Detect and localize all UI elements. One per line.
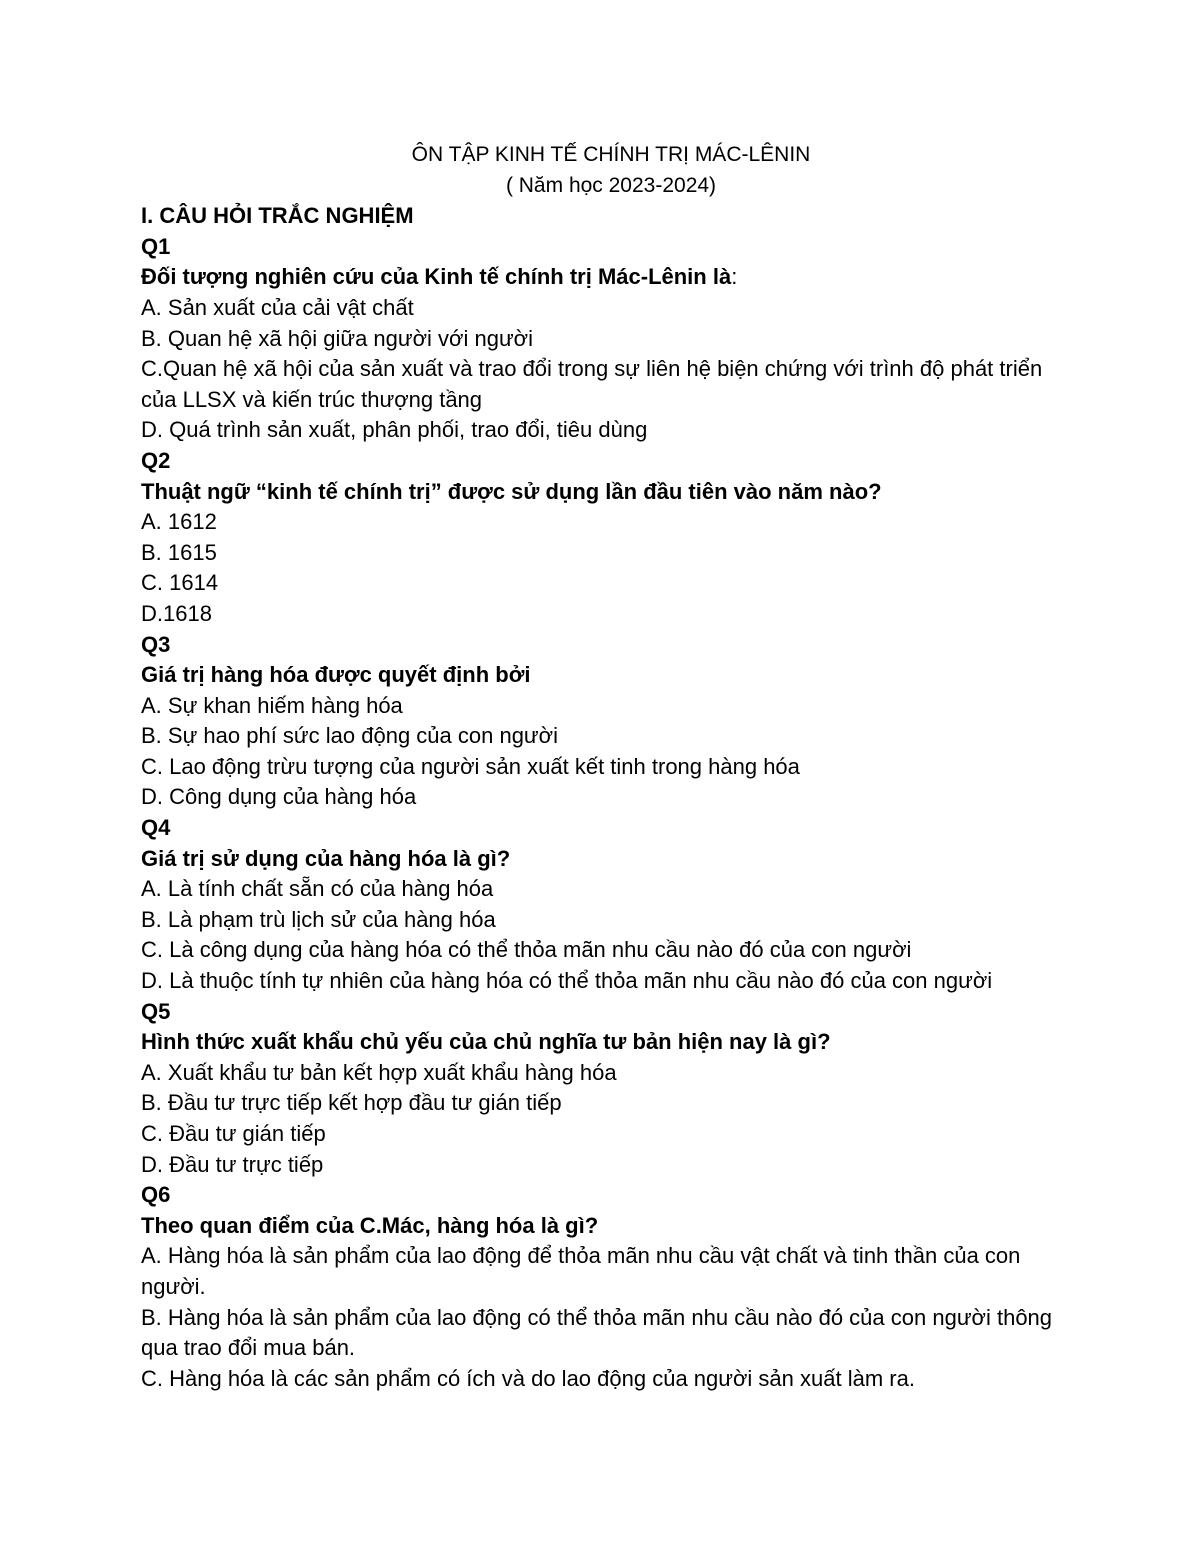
question-text: [141, 262, 1081, 293]
question-text: Giá trị sử dụng của hàng hóa là gì?: [141, 845, 511, 871]
answer-option: C. Lao động trừu tượng của người sản xuất kết tinh trong hàng hóa: [141, 753, 800, 779]
question-text: Thuật ngữ “kinh tế chính trị” được sử dụng lần đầu tiên vào năm nào?: [141, 478, 882, 504]
answer-option: D. Đầu tư trực tiếp: [141, 1151, 324, 1177]
answer-option: D. Quá trình sản xuất, phân phối, trao đổi, tiêu dùng: [141, 417, 648, 443]
answer-option: A. Là tính chất sẵn có của hàng hóa: [141, 876, 494, 902]
question-number: Q4: [141, 815, 171, 841]
answer-option: B. Sự hao phí sức lao động của con người: [141, 723, 558, 749]
answer-option: B. Là phạm trù lịch sử của hàng hóa: [141, 906, 496, 932]
answer-option: B. Quan hệ xã hội giữa người với người: [141, 325, 533, 351]
question-number: Q6: [141, 1182, 171, 1208]
document-title: ÔN TẬP KINH TẾ CHÍNH TRỊ MÁC-LÊNIN: [411, 143, 811, 166]
answer-option: B. 1615: [141, 539, 217, 565]
answer-option: D. Công dụng của hàng hóa: [141, 784, 417, 810]
document-content: [141, 140, 1081, 1394]
answer-option: A. Sự khan hiếm hàng hóa: [141, 692, 403, 718]
answer-option: C. 1614: [141, 570, 219, 596]
answer-option: C. Hàng hóa là các sản phẩm có ích và do lao động của người sản xuất làm ra.: [141, 1365, 915, 1391]
question-number: Q5: [141, 998, 171, 1024]
question-number: Q2: [141, 447, 171, 473]
answer-option: A. Xuất khẩu tư bản kết hợp xuất khẩu hàng hóa: [141, 1059, 617, 1085]
section-heading: I. CÂU HỎI TRẮC NGHIỆM: [141, 203, 414, 229]
answer-option: C. Đầu tư gián tiếp: [141, 1121, 326, 1146]
answer-option: A. Hàng hóa là sản phẩm của lao động để thỏa mãn nhu cầu vật chất và tinh thần của con người.: [141, 1243, 1021, 1299]
question-number: Q3: [141, 631, 171, 657]
question-text: Theo quan điểm của C.Mác, hàng hóa là gì?: [141, 1212, 599, 1238]
question-text-suffix: :: [731, 264, 738, 290]
answer-option: A. Sản xuất của cải vật chất: [141, 294, 414, 320]
answer-option: B. Đầu tư trực tiếp kết hợp đầu tư gián tiếp: [141, 1090, 562, 1116]
answer-option: D. Là thuộc tính tự nhiên của hàng hóa có thể thỏa mãn nhu cầu nào đó của con người: [141, 968, 993, 994]
answer-option: C.Quan hệ xã hội của sản xuất và trao đổi trong sự liên hệ biện chứng với trình độ phát triển của LLSX và kiến trúc thượng tầng: [141, 356, 1043, 412]
answer-option: A. 1612: [141, 509, 217, 535]
question-text: Hình thức xuất khẩu chủ yếu của chủ nghĩa tư bản hiện nay là gì?: [141, 1029, 831, 1055]
answer-option: D.1618: [141, 600, 212, 626]
question-text: Giá trị hàng hóa được quyết định bởi: [141, 662, 531, 688]
question-text-main: Đối tượng nghiên cứu của Kinh tế chính trị Mác-Lênin là: [141, 264, 732, 290]
answer-option: B. Hàng hóa là sản phẩm của lao động có thể thỏa mãn nhu cầu nào đó của con người thông qua trao đổi mua bán.: [141, 1304, 1053, 1361]
question-number: Q1: [141, 233, 171, 259]
document-subtitle: ( Năm học 2023-2024): [505, 173, 717, 197]
answer-option: C. Là công dụng của hàng hóa có thể thỏa mãn nhu cầu nào đó của con người: [141, 937, 912, 963]
